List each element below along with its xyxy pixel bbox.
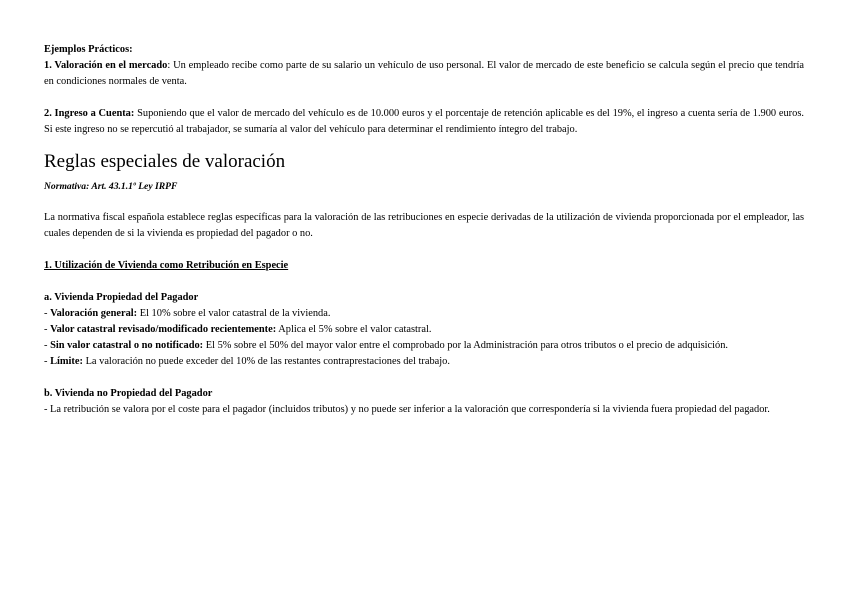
- dash: -: [44, 340, 51, 351]
- a-item-4-text: La valoración no puede exceder del 10% de las restantes contraprestaciones del trabajo.: [82, 356, 450, 367]
- a-item-2: [44, 322, 804, 338]
- dash: -: [44, 308, 51, 319]
- subsection-b-title: b. Vivienda no Propiedad del Pagador: [44, 388, 213, 399]
- ejemplo-1-text: : Un empleado recibe como parte de su salario un vehículo de uso personal. El valor de mercado de este beneficio se calcula según el precio que tendría en condiciones normales de venta.: [44, 60, 804, 87]
- a-item-3-text: El 5% sobre el 50% del mayor valor entre el comprobado por la Administración para otros tributos o el precio de adquisición.: [203, 340, 729, 351]
- a-item-4: [44, 354, 804, 370]
- a-item-3-label: Sin valor catastral o no notificado:: [50, 340, 204, 351]
- ejemplo-2-text: Suponiendo que el valor de mercado del vehículo es de 10.000 euros y el porcentaje de retención aplicable es del 19%, el ingreso a cuenta sería de 1.900 euros. Si este ingreso no se repercutió al trabajador, se sumaría al valor del vehículo para determinar el rendimiento íntegro del trabajo.: [44, 108, 804, 135]
- normativa-reference: Normativa: Art. 43.1.1º Ley IRPF: [44, 181, 178, 192]
- b-text: - La retribución se valora por el coste para el pagador (incluidos tributos) y no puede ser inferior a la valoración que correspondería si la vivienda fuera propiedad del pagador.: [44, 404, 770, 415]
- a-item-2-label: Valor catastral revisado/modificado recientemente:: [50, 324, 277, 335]
- a-item-1-text: El 10% sobre el valor catastral de la vivienda.: [137, 308, 331, 319]
- ejemplo-2-label: 2. Ingreso a Cuenta:: [44, 108, 135, 119]
- a-item-1: [44, 306, 804, 322]
- subsection-1-title: 1. Utilización de Vivienda como Retribución en Especie: [44, 260, 289, 271]
- a-item-2-text: Aplica el 5% sobre el valor catastral.: [276, 324, 432, 335]
- ejemplos-heading: Ejemplos Prácticos:: [44, 44, 133, 55]
- a-item-1-label: Valoración general:: [50, 308, 138, 319]
- a-item-4-label: Límite:: [50, 356, 83, 367]
- document-page: [44, 42, 804, 418]
- dash: -: [44, 356, 51, 367]
- ejemplo-2: [44, 106, 804, 138]
- dash: -: [44, 324, 51, 335]
- section-title: Reglas especiales de valoración: [44, 151, 286, 172]
- ejemplo-1: [44, 58, 804, 90]
- intro-paragraph: La normativa fiscal española establece reglas específicas para la valoración de las retribuciones en especie derivadas de la utilización de vivienda proporcionada por el empleador, las cuales dependen de si la vivienda es propiedad del pagador o no.: [44, 212, 804, 239]
- ejemplo-1-label: 1. Valoración en el mercado: [44, 60, 168, 71]
- subsection-a-title: a. Vivienda Propiedad del Pagador: [44, 292, 199, 303]
- a-item-3: [44, 338, 804, 354]
